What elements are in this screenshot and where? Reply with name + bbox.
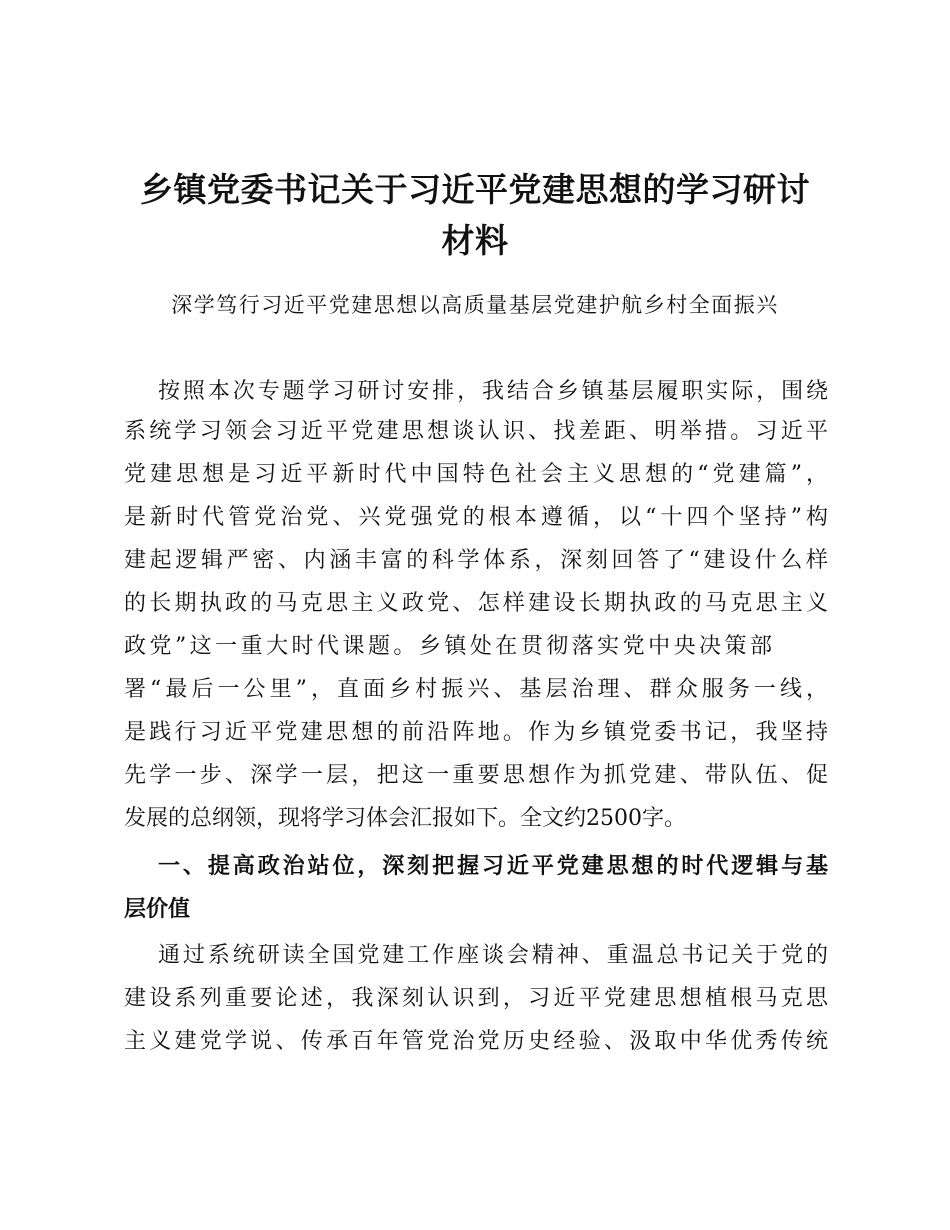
section-heading-continued: 层价值 [124,897,191,922]
paragraph-line: 按照本次专题学习研讨安排，我结合乡镇基层履职实际，围绕 [158,379,828,404]
section-heading: 一、提高政治站位，深刻把握习近平党建思想的时代逻辑与基 [158,854,828,879]
paragraph-line: 党建思想是习近平新时代中国特色社会主义思想的“党建篇”， [124,462,828,487]
paragraph-line: 署“最后一公里”，直面乡村振兴、基层治理、群众服务一线， [124,677,828,702]
document-subtitle: 深学笃行习近平党建思想以高质量基层党建护航乡村全面振兴 [171,293,779,317]
paragraph-line: 政党”这一重大时代课题。乡镇处在贯彻落实党中央决策部 [124,634,772,659]
paragraph-line: 建设系列重要论述，我深刻认识到，习近平党建思想植根马克思 [124,986,828,1011]
paragraph-line: 先学一步、深学一层，把这一重要思想作为抓党建、带队伍、促 [124,763,828,788]
paragraph-line: 系统学习领会习近平党建思想谈认识、找差距、明举措。习近平 [124,419,828,444]
paragraph-line: 是新时代管党治党、兴党强党的根本遵循，以“十四个坚持”构 [124,505,828,530]
paragraph-line: 建起逻辑严密、内涵丰富的科学体系，深刻回答了“建设什么样 [124,548,828,573]
document-title: 乡镇党委书记关于习近平党建思想的学习研讨 [140,170,810,209]
document-title-continued: 材料 [441,221,509,260]
paragraph-line: 发展的总纲领，现将学习体会汇报如下。全文约2500字。 [124,806,686,831]
paragraph-line: 主义建党学说、传承百年管党治党历史经验、汲取中华优秀传统 [124,1029,828,1054]
paragraph-line: 是践行习近平党建思想的前沿阵地。作为乡镇党委书记，我坚持 [124,720,828,745]
paragraph-line: 通过系统研读全国党建工作座谈会精神、重温总书记关于党的 [158,943,828,968]
paragraph-line: 的长期执政的马克思主义政党、怎样建设长期执政的马克思主义 [124,591,828,616]
